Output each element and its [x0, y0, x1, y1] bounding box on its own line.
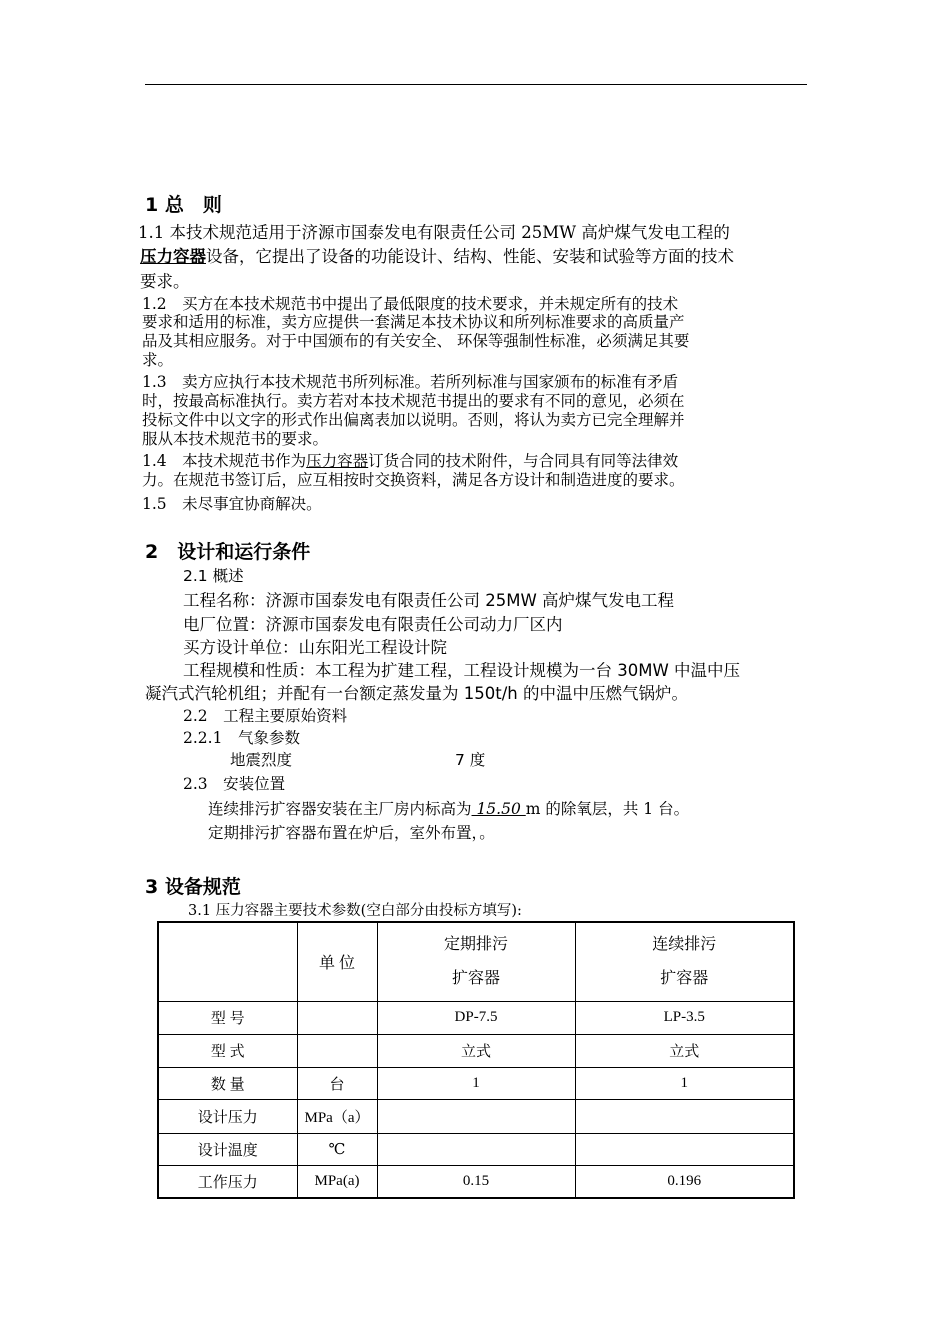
- sub-3-1: 3.1 压力容器主要技术参数(空白部分由投标方填写):: [188, 903, 522, 919]
- buyer-designer: 买方设计单位：山东阳光工程设计院: [183, 638, 447, 657]
- row-periodic: DP-7.5: [377, 1001, 575, 1034]
- install-text-a: 连续排污扩容器安装在主厂房内标高为: [208, 800, 472, 818]
- row-unit: [297, 1034, 377, 1067]
- row-label: 工作压力: [158, 1165, 297, 1198]
- table-row: [158, 1034, 794, 1067]
- row-periodic: [377, 1099, 575, 1133]
- spec-table: [157, 921, 795, 1199]
- install-continuous: [208, 797, 689, 819]
- para-1-3-line1: 1.3 卖方应执行本技术规范书所列标准。若所列标准与国家颁布的标准有矛盾: [142, 373, 679, 391]
- row-continuous: 立式: [575, 1034, 794, 1067]
- header-periodic-l2: 扩容器: [451, 969, 500, 987]
- quake-value: 7 度: [455, 751, 486, 769]
- pressure-vessel-link[interactable]: 压力容器: [140, 247, 206, 266]
- row-periodic: [377, 1133, 575, 1165]
- header-continuous-l2: 扩容器: [660, 969, 709, 987]
- table-row: [158, 1133, 794, 1165]
- project-scale-line2: 凝汽式汽轮机组；并配有一台额定蒸发量为 150t/h 的中温中压燃气锅炉。: [145, 684, 688, 703]
- table-row: [158, 1067, 794, 1099]
- sub-2-3: 2.3 安装位置: [183, 775, 286, 793]
- row-unit: [297, 1001, 377, 1034]
- para-1-4-text-a: 1.4 本技术规范书作为: [142, 452, 307, 470]
- project-name: 工程名称：济源市国泰发电有限责任公司 25MW 高炉煤气发电工程: [183, 591, 675, 610]
- sub-2-1: 2.1 概述: [183, 567, 244, 585]
- header-unit: 单 位: [297, 922, 377, 1001]
- row-label: 型 式: [158, 1034, 297, 1067]
- row-unit: ℃: [297, 1133, 377, 1165]
- sub-2-2: 2.2 工程主要原始资料: [183, 707, 348, 725]
- quake-label: 地震烈度: [230, 751, 293, 769]
- row-continuous: [575, 1099, 794, 1133]
- para-1-5: 1.5 未尽事宜协商解决。: [142, 495, 322, 513]
- para-1-3-line2: 时，按最高标准执行。卖方若对本技术规范书提出的要求有不同的意见，必须在: [142, 392, 685, 410]
- header-rule: [145, 84, 807, 85]
- install-text-b: m 的除氧层，共 1 台。: [525, 800, 690, 818]
- para-1-4-line2: 力。在规范书签订后，应互相按时交换资料，满足各方设计和制造进度的要求。: [142, 471, 685, 489]
- install-periodic: 定期排污扩容器布置在炉后，室外布置，。: [208, 824, 495, 842]
- section-3-heading: 3 设备规范: [145, 876, 241, 898]
- row-label: 数 量: [158, 1067, 297, 1099]
- para-1-2-line3: 品及其相应服务。对于中国颁布的有关安全、 环保等强制性标准，必须满足其要: [142, 332, 690, 350]
- pressure-vessel-link-2[interactable]: 压力容器: [306, 452, 369, 470]
- table-row: [158, 1099, 794, 1133]
- header-periodic: [377, 922, 575, 1001]
- row-periodic: 立式: [377, 1034, 575, 1067]
- sub-2-2-1: 2.2.1 气象参数: [183, 729, 300, 747]
- para-1-1-line3: 要求。: [140, 272, 190, 291]
- project-scale-line1: 工程规模和性质：本工程为扩建工程，工程设计规模为一台 30MW 中温中压: [183, 661, 741, 680]
- para-1-2-line4: 求。: [142, 351, 174, 369]
- row-continuous: 1: [575, 1067, 794, 1099]
- table-header-row: [158, 922, 794, 1001]
- section-2-heading: 2 设计和运行条件: [145, 541, 311, 563]
- row-label: 设计温度: [158, 1133, 297, 1165]
- row-continuous: LP-3.5: [575, 1001, 794, 1034]
- header-continuous: [575, 922, 794, 1001]
- row-continuous: [575, 1133, 794, 1165]
- para-1-2-line1: 1.2 买方在本技术规范书中提出了最低限度的技术要求，并未规定所有的技术: [142, 295, 679, 313]
- para-1-1-line1: 1.1 本技术规范适用于济源市国泰发电有限责任公司 25MW 高炉煤气发电工程的: [138, 223, 730, 242]
- table-row: [158, 1165, 794, 1198]
- row-label: 型 号: [158, 1001, 297, 1034]
- row-periodic: 0.15: [377, 1165, 575, 1198]
- para-1-2-line2: 要求和适用的标准，卖方应提供一套满足本技术协议和所列标准要求的高质量产: [142, 313, 685, 331]
- para-1-3-line3: 投标文件中以文字的形式作出偏离表加以说明。否则，将认为卖方已完全理解并: [142, 411, 685, 429]
- row-unit: MPa(a): [297, 1165, 377, 1198]
- para-1-1-line2: [140, 243, 734, 267]
- header-blank: [158, 922, 297, 1001]
- install-height-value: 15.50: [471, 800, 526, 818]
- section-1-heading: 1 总 则: [145, 194, 222, 216]
- row-unit: MPa（a）: [297, 1099, 377, 1133]
- row-periodic: 1: [377, 1067, 575, 1099]
- para-1-3-line4: 服从本技术规范书的要求。: [142, 430, 329, 448]
- plant-location: 电厂位置：济源市国泰发电有限责任公司动力厂区内: [183, 615, 563, 634]
- para-1-1-text: 设备，它提出了设备的功能设计、结构、性能、安装和试验等方面的技术: [206, 247, 734, 266]
- para-1-4-text-b: 订货合同的技术附件，与合同具有同等法律效: [368, 452, 679, 470]
- row-continuous: 0.196: [575, 1165, 794, 1198]
- row-label: 设计压力: [158, 1099, 297, 1133]
- header-periodic-l1: 定期排污: [443, 935, 508, 953]
- table-row: [158, 1001, 794, 1034]
- header-continuous-l1: 连续排污: [652, 935, 717, 953]
- row-unit: 台: [297, 1067, 377, 1099]
